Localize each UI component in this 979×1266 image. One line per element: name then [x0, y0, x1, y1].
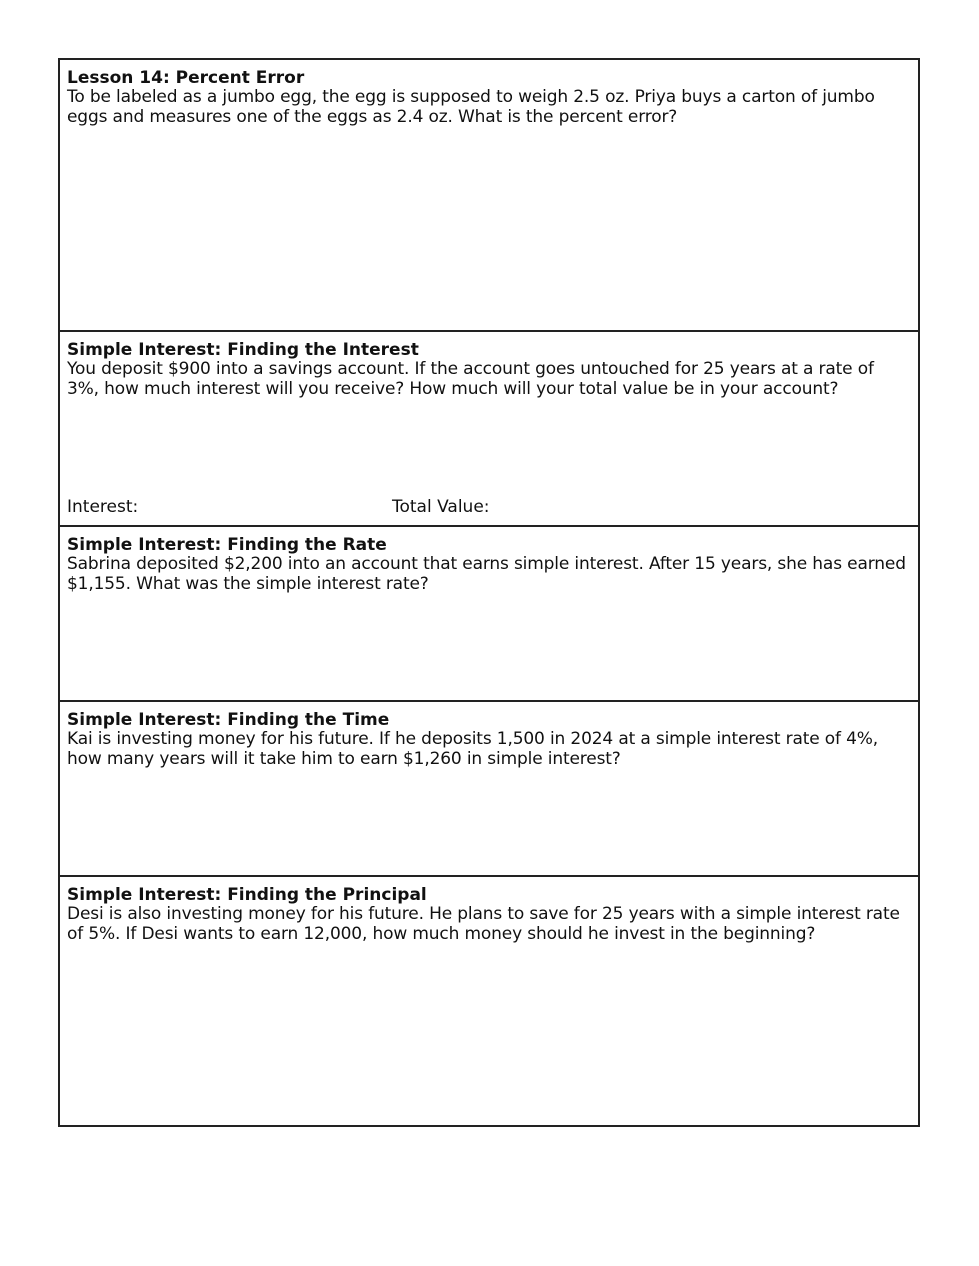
section-title: Simple Interest: Finding the Rate — [67, 535, 387, 555]
section-title: Simple Interest: Finding the Principal — [67, 885, 427, 905]
section-title: Simple Interest: Finding the Time — [67, 710, 390, 730]
problem-text: Sabrina deposited $2,200 into an account that earns simple interest. After 15 years, she has earned $1,155. What was the simple interest rate? — [67, 554, 906, 594]
finding-time-section — [60, 702, 918, 877]
problem-text: Desi is also investing money for his future. He plans to save for 25 years with a simple interest rate of 5%. If Desi wants to earn 12,000, how much money should he invest in the beginning? — [67, 904, 900, 944]
finding-principal-section — [60, 877, 918, 1127]
interest-label: Interest: — [67, 497, 139, 517]
section-title: Simple Interest: Finding the Interest — [67, 340, 419, 360]
problem-text: You deposit $900 into a savings account. If the account goes untouched for 25 years at a rate of 3%, how much interest will you receive? How much will your total value be in your account? — [67, 359, 874, 399]
problem-text: Kai is investing money for his future. If he deposits 1,500 in 2024 at a simple interest rate of 4%, how many years will it take him to earn $1,260 in simple interest? — [67, 729, 879, 769]
answer-row — [67, 497, 490, 517]
total-value-label: Total Value: — [392, 497, 490, 517]
section-title: Lesson 14: Percent Error — [67, 68, 305, 88]
percent-error-section — [60, 60, 918, 332]
worksheet — [58, 58, 920, 1127]
finding-rate-section — [60, 527, 918, 702]
finding-interest-section — [60, 332, 918, 527]
problem-text: To be labeled as a jumbo egg, the egg is supposed to weigh 2.5 oz. Priya buys a carton of jumbo eggs and measures one of the eggs as 2.4 oz. What is the percent error? — [67, 87, 875, 127]
